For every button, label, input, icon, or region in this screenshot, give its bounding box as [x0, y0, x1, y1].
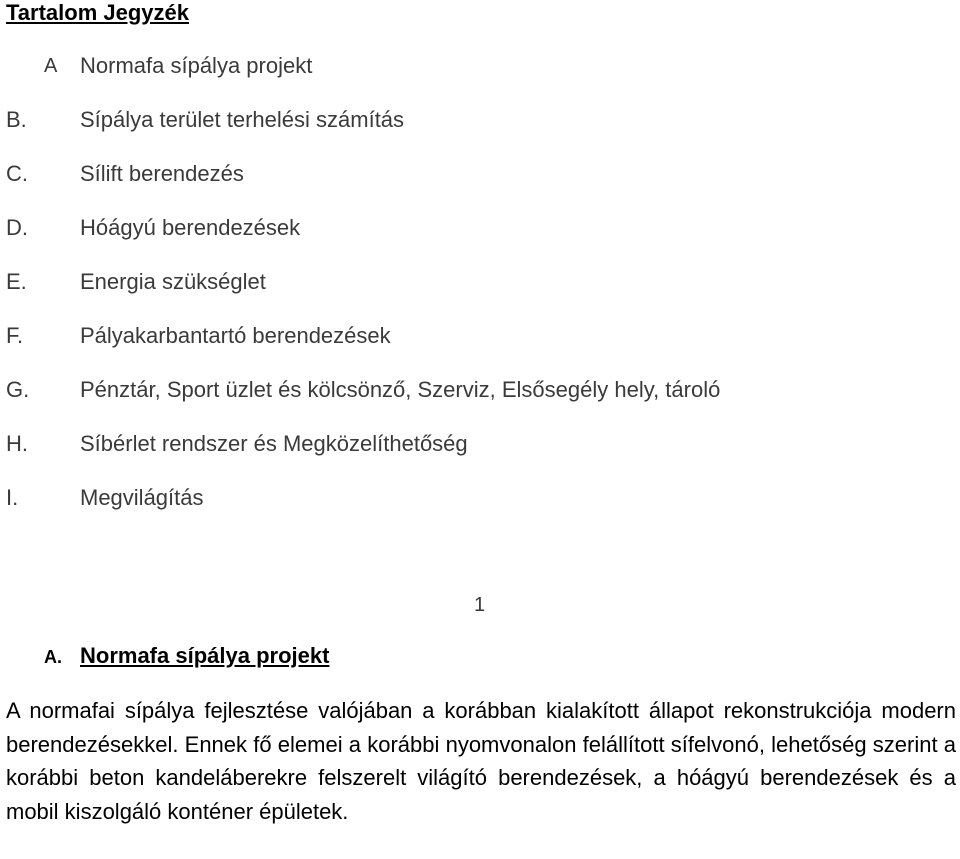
toc-item-letter: C. [6, 161, 28, 186]
toc-item-i [0, 483, 960, 537]
toc-item-b [0, 105, 960, 159]
section-heading [44, 641, 329, 674]
toc-item-letter: A [44, 55, 58, 77]
toc-item-letter: F. [6, 323, 24, 348]
toc-item-text: Hóágyú berendezések [80, 215, 301, 240]
toc-item-text: Megvilágítás [80, 485, 204, 510]
section-body-paragraph: A normafai sípálya fejlesztése valójában a korábban kialakított állapot rekonstrukciója modern berendezésekkel. Ennek fő elemei a korábbi nyomvonalon felállított sífelvonó, lehetőség szerint a korábbi beton kandeláberekre felszerelt világító berendezések, a hóágyú berendezések és a mobil kiszolgáló konténer épületek. [6, 698, 956, 824]
page-number: 1 [474, 594, 486, 616]
toc-item-letter: I. [6, 485, 19, 510]
toc-item-letter: G. [6, 377, 30, 402]
toc-item-letter: B. [6, 107, 27, 132]
toc-item-text: Pályakarbantartó berendezések [80, 323, 391, 348]
toc-item-text: Síbérlet rendszer és Megközelíthetőség [80, 431, 468, 456]
toc-item-e [0, 267, 960, 321]
toc-list [0, 51, 960, 537]
toc-item-text: Sílift berendezés [80, 161, 244, 186]
toc-item-h [0, 429, 960, 483]
toc-item-letter: D. [6, 215, 28, 240]
toc-item-g [0, 375, 960, 429]
section-title: Normafa sípálya projekt [80, 643, 330, 668]
toc-item-f [0, 321, 960, 375]
toc-item-d [0, 213, 960, 267]
toc-item-text: Pénztár, Sport üzlet és kölcsönző, Szerviz, Elsősegély hely, tároló [80, 377, 721, 402]
toc-item-letter: E. [6, 269, 27, 294]
toc-item-text: Normafa sípálya projekt [80, 53, 313, 78]
toc-item-c [0, 159, 960, 213]
toc-item-a [0, 51, 960, 105]
section-letter: A. [44, 647, 62, 667]
toc-item-letter: H. [6, 431, 28, 456]
toc-item-text: Sípálya terület terhelési számítás [80, 107, 405, 132]
toc-item-text: Energia szükséglet [80, 269, 266, 294]
toc-title: Tartalom Jegyzék [6, 0, 190, 25]
